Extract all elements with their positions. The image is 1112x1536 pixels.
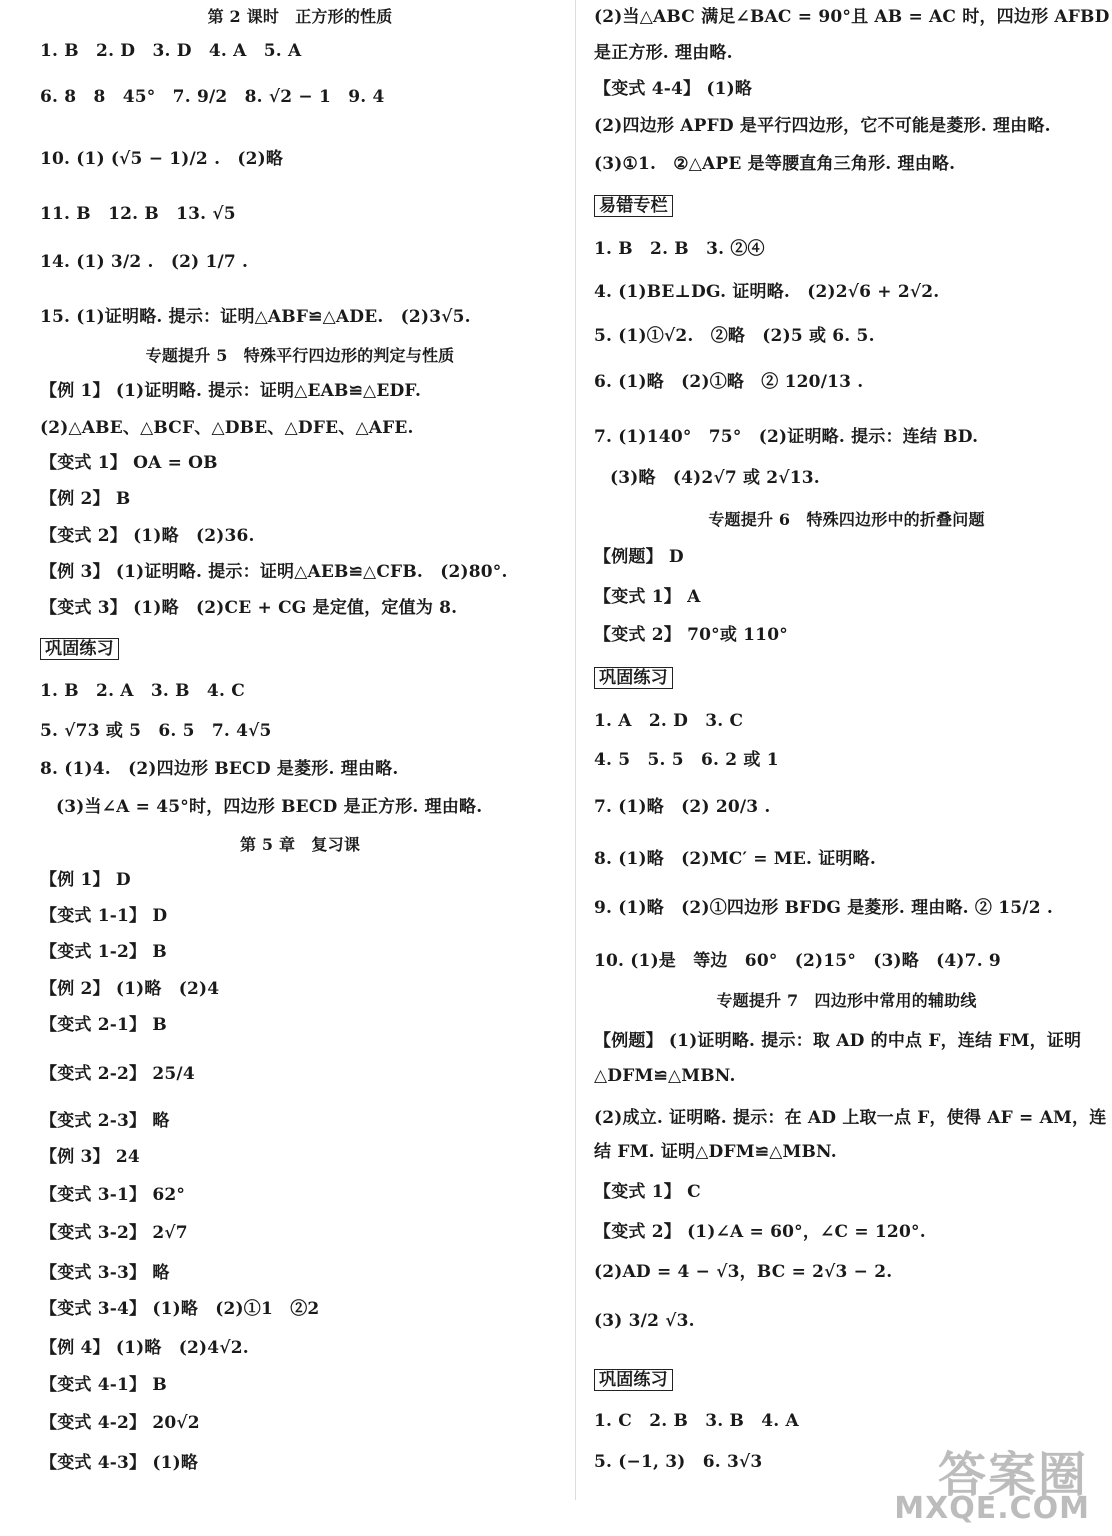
line-text: △DFM≌△MBN. [594,1066,736,1086]
line-text: 【变式 1-2】 B [40,942,167,962]
line-text: 【变式 4-4】 (1)略 [594,79,753,99]
answer-line [594,153,955,175]
answer-line [594,749,779,771]
answer-line [40,680,245,702]
line-text: 【变式 2-3】 略 [40,1111,170,1131]
line-text: 4. (1)BE⊥DG. 证明略. (2)2√6 + 2√2. [594,282,940,302]
answer-line [594,238,765,260]
line-text: 5. √73 或 5 6. 5 7. 4√5 [40,721,272,741]
answer-line [40,758,398,780]
line-text: 9. (1)略 (2)①四边形 BFDG 是菱形. 理由略. ② 15/2 . [594,898,1053,918]
line-text: 【变式 3-3】 略 [40,1263,170,1283]
line-text: 1. B 2. A 3. B 4. C [40,681,245,701]
answer-line [594,796,771,818]
answer-line [56,796,482,818]
answer-line [594,78,752,100]
line-text: (2)成立. 证明略. 提示：在 AD 上取一点 F，使得 AF = AM，连 [594,1108,1107,1128]
line-text: 【变式 3】 (1)略 (2)CE + CG 是定值，定值为 8. [40,598,458,618]
line-text: 1. B 2. D 3. D 4. A 5. A [40,41,302,61]
line-text: 6. (1)略 (2)①略 ② 120/13 . [594,372,864,392]
line-text: 专题提升 5 特殊平行四边形的判定与性质 [145,346,455,365]
line-text: 4. 5 5. 5 6. 2 或 1 [594,750,779,770]
answer-line [40,1298,319,1320]
answer-line [594,1451,762,1473]
answer-line [40,905,167,927]
line-text: 8. (1)4. (2)四边形 BECD 是菱形. 理由略. [40,759,399,779]
answer-line [594,848,876,870]
section-heading [40,6,560,28]
line-text: 【变式 2】 70°或 110° [594,625,788,645]
answer-line [40,978,219,1000]
answer-line [40,203,236,225]
line-text: 【例 3】 (1)证明略. 提示：证明△AEB≌△CFB. (2)80°. [40,562,508,582]
line-text: 【例 4】 (1)略 (2)4√2. [40,1338,249,1358]
line-text: 【例 3】 24 [40,1147,140,1167]
line-text: 【变式 4-1】 B [40,1375,167,1395]
line-text: 14. (1) 3/2 . (2) 1/7 . [40,252,249,272]
line-text: 巩固练习 [40,638,119,660]
line-text: (2)AD = 4 − √3，BC = 2√3 − 2. [594,1262,893,1282]
line-text: 【变式 1-1】 D [40,906,168,926]
answer-line [594,1030,1081,1052]
section-label [594,195,673,217]
answer-line [594,1181,701,1203]
section-heading [40,345,560,367]
line-text: 7. (1)略 (2) 20/3 . [594,797,771,817]
answer-line [40,1337,249,1359]
answer-line [594,6,1110,28]
line-text: (3)略 (4)2√7 或 2√13. [610,468,820,488]
section-label [40,638,119,660]
line-text: 【变式 2】 (1)略 (2)36. [40,526,255,546]
answer-line [40,380,421,402]
line-text: (3) 3/2 √3. [594,1311,695,1331]
line-text: 15. (1)证明略. 提示：证明△ABF≌△ADE. (2)3√5. [40,307,471,327]
section-heading [594,990,1099,1012]
line-text: 第 2 课时 正方形的性质 [207,7,393,26]
line-text: 【例 2】 (1)略 (2)4 [40,979,220,999]
line-text: 巩固练习 [594,1369,673,1391]
line-text: 【变式 4-2】 20√2 [40,1413,200,1433]
answer-line [40,561,508,583]
line-text: (2)△ABE、△BCF、△DBE、△DFE、△AFE. [40,418,414,438]
answer-line [40,941,167,963]
line-text: 【例 2】 B [40,489,131,509]
line-text: 专题提升 7 四边形中常用的辅助线 [716,991,977,1010]
answer-line [40,148,283,170]
answer-line [594,42,733,64]
column-divider [575,0,576,1500]
answer-line [594,624,788,646]
line-text: 1. C 2. B 3. B 4. A [594,1411,799,1431]
line-text: 5. (−1, 3) 6. 3√3 [594,1452,763,1472]
answer-line [594,426,978,448]
line-text: (2)四边形 APFD 是平行四边形，它不可能是菱形. 理由略. [594,116,1051,136]
answer-line [594,371,863,393]
line-text: (3)①1. ②△APE 是等腰直角三角形. 理由略. [594,154,956,174]
answer-line [40,40,301,62]
answer-line [594,950,1001,972]
line-text: (3)当∠A = 45°时，四边形 BECD 是正方形. 理由略. [56,797,483,817]
line-text: 【变式 2】 (1)∠A = 60°，∠C = 120°. [594,1222,926,1242]
line-text: 【变式 3-2】 2√7 [40,1223,188,1243]
line-text: 【变式 4-3】 (1)略 [40,1453,199,1473]
line-text: 第 5 章 复习课 [239,835,361,854]
answer-line [594,897,1053,919]
line-text: 5. (1)①√2. ②略 (2)5 或 6. 5. [594,326,875,346]
line-text: 【例题】 D [594,547,684,567]
answer-line [40,1452,198,1474]
line-text: 【变式 3-4】 (1)略 (2)①1 ②2 [40,1299,320,1319]
answer-line [594,281,939,303]
line-text: 【例题】 (1)证明略. 提示：取 AD 的中点 F，连结 FM，证明 [594,1031,1082,1051]
line-text: 7. (1)140° 75° (2)证明略. 提示：连结 BD. [594,427,979,447]
line-text: 【变式 2-1】 B [40,1015,167,1035]
answer-line [40,1374,167,1396]
answer-line [594,1410,799,1432]
line-text: 专题提升 6 特殊四边形中的折叠问题 [708,510,985,529]
watermark-text: 答案圈 [937,1447,1088,1503]
answer-line [40,1014,167,1036]
answer-line [594,1221,926,1243]
line-text: 【变式 3-1】 62° [40,1185,186,1205]
answer-line [40,417,414,439]
line-text: 10. (1)是 等边 60° (2)15° (3)略 (4)7. 9 [594,951,1001,971]
answer-line [40,452,218,474]
line-text: 8. (1)略 (2)MC′ = ME. 证明略. [594,849,876,869]
answer-line [40,720,272,742]
answer-line [40,597,457,619]
line-text: 11. B 12. B 13. √5 [40,204,236,224]
line-text: 1. A 2. D 3. C [594,711,744,731]
line-text: 【变式 1】 C [594,1182,701,1202]
line-text: 【变式 2-2】 25/4 [40,1064,195,1084]
line-text: 易错专栏 [594,195,673,217]
section-heading [40,834,560,856]
section-label [594,667,673,689]
watermark-logo [894,1436,1094,1526]
answer-line [40,1146,140,1168]
line-text: (2)当△ABC 满足∠BAC = 90°且 AB = AC 时，四边形 AFBD [594,7,1110,27]
line-text: 【变式 1】 A [594,587,701,607]
answer-line [40,1262,170,1284]
line-text: 巩固练习 [594,667,673,689]
answer-line [40,1222,188,1244]
answer-line [594,1261,892,1283]
answer-line [594,1107,1106,1129]
section-label [594,1369,673,1391]
line-text: 6. 8 8 45° 7. 9/2 8. √2 − 1 9. 4 [40,87,385,107]
answer-line [594,710,743,732]
answer-line [40,869,131,891]
answer-line [40,86,384,108]
answer-line [40,525,255,547]
line-text: 1. B 2. B 3. ②④ [594,239,765,259]
line-text: 是正方形. 理由略. [594,43,733,63]
answer-line [40,1063,195,1085]
answer-line [40,1110,170,1132]
watermark-url: MXQE.COM [894,1491,1090,1526]
line-text: 【变式 1】 OA = OB [40,453,218,473]
answer-line [594,586,700,608]
section-heading [594,509,1099,531]
answer-line [594,546,684,568]
line-text: 10. (1) (√5 − 1)/2 . (2)略 [40,149,284,169]
answer-line [610,467,820,489]
answer-line [40,306,471,328]
answer-line [40,488,130,510]
answer-line [594,115,1051,137]
line-text: 【例 1】 D [40,870,131,890]
answer-line [594,325,875,347]
line-text: 【例 1】 (1)证明略. 提示：证明△EAB≌△EDF. [40,381,422,401]
answer-line [40,1184,185,1206]
line-text: 结 FM. 证明△DFM≌△MBN. [594,1142,837,1162]
answer-line [594,1141,837,1163]
answer-line [594,1065,736,1087]
answer-line [594,1310,695,1332]
answer-line [40,251,248,273]
answer-line [40,1412,200,1434]
